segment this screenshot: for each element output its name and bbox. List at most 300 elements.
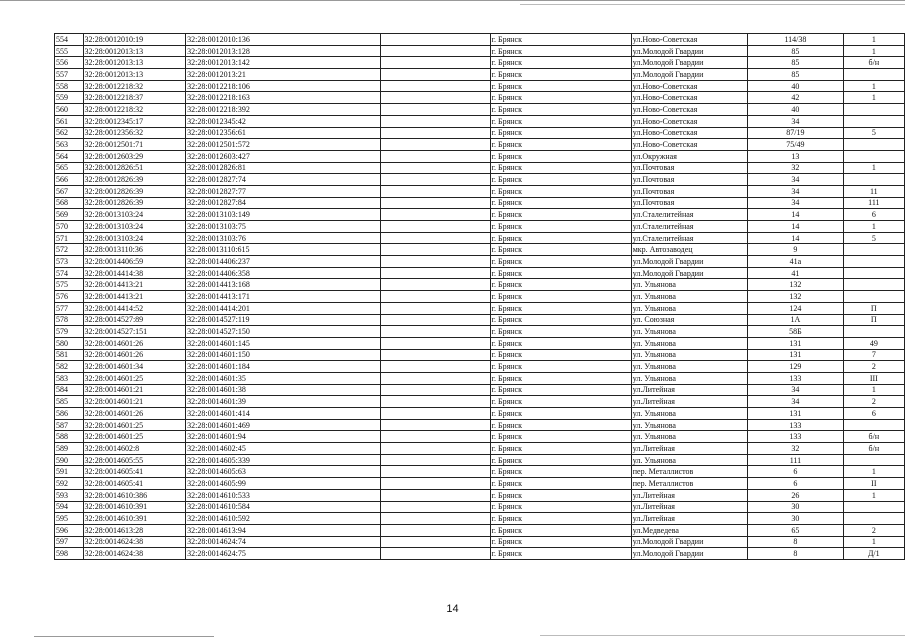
row-number-cell: 596 — [55, 524, 84, 536]
cadastral-number-cell: 32:28:0012013:142 — [186, 57, 380, 69]
building-cell — [843, 69, 904, 81]
street-cell: ул.Почтовая — [631, 162, 747, 174]
parent-cadastral-cell: 32:28:0014413:21 — [83, 279, 186, 291]
blank-cell — [380, 536, 490, 548]
building-cell: П — [843, 314, 904, 326]
row-number-cell: 577 — [55, 302, 84, 314]
blank-cell — [380, 92, 490, 104]
house-number-cell: 85 — [748, 45, 843, 57]
cadastral-number-cell: 32:28:0013110:615 — [186, 244, 380, 256]
parent-cadastral-cell: 32:28:0014601:21 — [83, 396, 186, 408]
city-cell: г. Брянск — [490, 314, 631, 326]
blank-cell — [380, 69, 490, 81]
blank-cell — [380, 408, 490, 420]
blank-cell — [380, 466, 490, 478]
house-number-cell: 41а — [748, 256, 843, 268]
house-number-cell: 30 — [748, 501, 843, 513]
row-number-cell: 563 — [55, 139, 84, 151]
table-row — [55, 45, 905, 57]
city-cell: г. Брянск — [490, 489, 631, 501]
building-cell: II — [843, 478, 904, 490]
table-row — [55, 150, 905, 162]
cadastral-number-cell: 32:28:0014601:94 — [186, 431, 380, 443]
street-cell: ул.Ново-Советская — [631, 127, 747, 139]
row-number-cell: 590 — [55, 454, 84, 466]
building-cell: 1 — [843, 384, 904, 396]
row-number-cell: 556 — [55, 57, 84, 69]
table-row — [55, 431, 905, 443]
parent-cadastral-cell: 32:28:0012826:39 — [83, 197, 186, 209]
blank-cell — [380, 209, 490, 221]
parent-cadastral-cell: 32:28:0014601:21 — [83, 384, 186, 396]
building-cell: 1 — [843, 162, 904, 174]
blank-cell — [380, 513, 490, 525]
parent-cadastral-cell: 32:28:0014624:38 — [83, 548, 186, 560]
building-cell: 1 — [843, 489, 904, 501]
house-number-cell: 34 — [748, 174, 843, 186]
street-cell: ул.Сталелитейная — [631, 221, 747, 233]
street-cell: ул.Литейная — [631, 384, 747, 396]
building-cell: 11 — [843, 185, 904, 197]
parent-cadastral-cell: 32:28:0012603:29 — [83, 150, 186, 162]
row-number-cell: 576 — [55, 291, 84, 303]
street-cell: ул. Ульянова — [631, 419, 747, 431]
house-number-cell: 132 — [748, 291, 843, 303]
blank-cell — [380, 57, 490, 69]
cadastral-number-cell: 32:28:0014406:237 — [186, 256, 380, 268]
house-number-cell: 111 — [748, 454, 843, 466]
street-cell: ул.Ново-Советская — [631, 80, 747, 92]
parent-cadastral-cell: 32:28:0012345:17 — [83, 115, 186, 127]
building-cell: 1 — [843, 536, 904, 548]
parent-cadastral-cell: 32:28:0012013:13 — [83, 69, 186, 81]
cadastral-number-cell: 32:28:0012827:84 — [186, 197, 380, 209]
table-row — [55, 291, 905, 303]
cadastral-number-cell: 32:28:0014602:45 — [186, 443, 380, 455]
row-number-cell: 554 — [55, 34, 84, 46]
house-number-cell: 41 — [748, 267, 843, 279]
blank-cell — [380, 197, 490, 209]
blank-cell — [380, 185, 490, 197]
street-cell: ул. Ульянова — [631, 279, 747, 291]
street-cell: ул.Молодой Гвардии — [631, 256, 747, 268]
building-cell — [843, 419, 904, 431]
blank-cell — [380, 419, 490, 431]
parent-cadastral-cell: 32:28:0014605:41 — [83, 478, 186, 490]
parent-cadastral-cell: 32:28:0014414:52 — [83, 302, 186, 314]
cadastral-number-cell: 32:28:0014601:150 — [186, 349, 380, 361]
street-cell: ул.Литейная — [631, 513, 747, 525]
house-number-cell: 34 — [748, 197, 843, 209]
house-number-cell: 75/49 — [748, 139, 843, 151]
table-row — [55, 408, 905, 420]
blank-cell — [380, 478, 490, 490]
row-number-cell: 557 — [55, 69, 84, 81]
street-cell: ул.Ново-Советская — [631, 104, 747, 116]
blank-cell — [380, 162, 490, 174]
cadastral-registry-table — [54, 33, 905, 560]
table-row — [55, 34, 905, 46]
city-cell: г. Брянск — [490, 104, 631, 116]
cadastral-number-cell: 32:28:0014605:339 — [186, 454, 380, 466]
house-number-cell: 14 — [748, 209, 843, 221]
cadastral-number-cell: 32:28:0014613:94 — [186, 524, 380, 536]
street-cell: ул.Почтовая — [631, 197, 747, 209]
street-cell: ул. Ульянова — [631, 454, 747, 466]
city-cell: г. Брянск — [490, 536, 631, 548]
city-cell: г. Брянск — [490, 45, 631, 57]
blank-cell — [380, 372, 490, 384]
house-number-cell: 6 — [748, 466, 843, 478]
city-cell: г. Брянск — [490, 244, 631, 256]
blank-cell — [380, 431, 490, 443]
cadastral-number-cell: 32:28:0014413:168 — [186, 279, 380, 291]
blank-cell — [380, 454, 490, 466]
house-number-cell: 133 — [748, 431, 843, 443]
blank-cell — [380, 244, 490, 256]
row-number-cell: 564 — [55, 150, 84, 162]
house-number-cell: 132 — [748, 279, 843, 291]
house-number-cell: 124 — [748, 302, 843, 314]
city-cell: г. Брянск — [490, 384, 631, 396]
building-cell — [843, 326, 904, 338]
city-cell: г. Брянск — [490, 80, 631, 92]
cadastral-number-cell: 32:28:0012827:74 — [186, 174, 380, 186]
city-cell: г. Брянск — [490, 209, 631, 221]
city-cell: г. Брянск — [490, 267, 631, 279]
table-row — [55, 396, 905, 408]
city-cell: г. Брянск — [490, 501, 631, 513]
building-cell — [843, 454, 904, 466]
house-number-cell: 85 — [748, 57, 843, 69]
row-number-cell: 565 — [55, 162, 84, 174]
cadastral-number-cell: 32:28:0012218:392 — [186, 104, 380, 116]
parent-cadastral-cell: 32:28:0014610:391 — [83, 513, 186, 525]
table-row — [55, 443, 905, 455]
parent-cadastral-cell: 32:28:0014414:38 — [83, 267, 186, 279]
house-number-cell: 40 — [748, 104, 843, 116]
parent-cadastral-cell: 32:28:0014605:41 — [83, 466, 186, 478]
row-number-cell: 568 — [55, 197, 84, 209]
table-row — [55, 454, 905, 466]
blank-cell — [380, 291, 490, 303]
row-number-cell: 560 — [55, 104, 84, 116]
house-number-cell: 30 — [748, 513, 843, 525]
house-number-cell: 34 — [748, 396, 843, 408]
row-number-cell: 587 — [55, 419, 84, 431]
cadastral-number-cell: 32:28:0014605:99 — [186, 478, 380, 490]
parent-cadastral-cell: 32:28:0012826:39 — [83, 185, 186, 197]
parent-cadastral-cell: 32:28:0013103:24 — [83, 221, 186, 233]
parent-cadastral-cell: 32:28:0014605:55 — [83, 454, 186, 466]
street-cell: ул.Ново-Советская — [631, 34, 747, 46]
city-cell: г. Брянск — [490, 197, 631, 209]
building-cell — [843, 104, 904, 116]
house-number-cell: 1А — [748, 314, 843, 326]
street-cell: ул.Литейная — [631, 501, 747, 513]
row-number-cell: 573 — [55, 256, 84, 268]
cadastral-number-cell: 32:28:0014527:150 — [186, 326, 380, 338]
city-cell: г. Брянск — [490, 174, 631, 186]
street-cell: ул.Медведева — [631, 524, 747, 536]
blank-cell — [380, 396, 490, 408]
parent-cadastral-cell: 32:28:0014406:59 — [83, 256, 186, 268]
blank-cell — [380, 443, 490, 455]
row-number-cell: 582 — [55, 361, 84, 373]
house-number-cell: 65 — [748, 524, 843, 536]
blank-cell — [380, 548, 490, 560]
table-row — [55, 524, 905, 536]
house-number-cell: 26 — [748, 489, 843, 501]
table-row — [55, 419, 905, 431]
street-cell: ул. Ульянова — [631, 349, 747, 361]
parent-cadastral-cell: 32:28:0014602:8 — [83, 443, 186, 455]
blank-cell — [380, 256, 490, 268]
blank-cell — [380, 314, 490, 326]
cadastral-number-cell: 32:28:0014601:39 — [186, 396, 380, 408]
table-row — [55, 337, 905, 349]
row-number-cell: 581 — [55, 349, 84, 361]
cadastral-number-cell: 32:28:0014414:201 — [186, 302, 380, 314]
building-cell: 1 — [843, 466, 904, 478]
blank-cell — [380, 174, 490, 186]
table-row — [55, 69, 905, 81]
row-number-cell: 558 — [55, 80, 84, 92]
table-row — [55, 139, 905, 151]
row-number-cell: 589 — [55, 443, 84, 455]
table-row — [55, 372, 905, 384]
cadastral-number-cell: 32:28:0012013:128 — [186, 45, 380, 57]
row-number-cell: 598 — [55, 548, 84, 560]
row-number-cell: 583 — [55, 372, 84, 384]
city-cell: г. Брянск — [490, 221, 631, 233]
row-number-cell: 579 — [55, 326, 84, 338]
house-number-cell: 34 — [748, 185, 843, 197]
parent-cadastral-cell: 32:28:0012218:32 — [83, 104, 186, 116]
city-cell: г. Брянск — [490, 454, 631, 466]
building-cell: 1 — [843, 92, 904, 104]
house-number-cell: 133 — [748, 419, 843, 431]
table-row — [55, 80, 905, 92]
blank-cell — [380, 139, 490, 151]
row-number-cell: 580 — [55, 337, 84, 349]
table-row — [55, 174, 905, 186]
row-number-cell: 555 — [55, 45, 84, 57]
street-cell: мкр. Автозаводец — [631, 244, 747, 256]
cadastral-number-cell: 32:28:0014413:171 — [186, 291, 380, 303]
bottom-scan-rule-secondary — [540, 635, 905, 636]
city-cell: г. Брянск — [490, 279, 631, 291]
city-cell: г. Брянск — [490, 431, 631, 443]
building-cell — [843, 279, 904, 291]
street-cell: ул. Ульянова — [631, 431, 747, 443]
row-number-cell: 595 — [55, 513, 84, 525]
building-cell: 1 — [843, 221, 904, 233]
city-cell: г. Брянск — [490, 127, 631, 139]
house-number-cell: 133 — [748, 372, 843, 384]
building-cell: 2 — [843, 361, 904, 373]
street-cell: ул.Почтовая — [631, 185, 747, 197]
house-number-cell: 8 — [748, 548, 843, 560]
city-cell: г. Брянск — [490, 337, 631, 349]
blank-cell — [380, 501, 490, 513]
city-cell: г. Брянск — [490, 92, 631, 104]
cadastral-number-cell: 32:28:0012356:61 — [186, 127, 380, 139]
city-cell: г. Брянск — [490, 361, 631, 373]
cadastral-number-cell: 32:28:0014601:184 — [186, 361, 380, 373]
table-row — [55, 349, 905, 361]
parent-cadastral-cell: 32:28:0012826:39 — [83, 174, 186, 186]
blank-cell — [380, 361, 490, 373]
table-row — [55, 115, 905, 127]
building-cell: 2 — [843, 524, 904, 536]
building-cell: П — [843, 302, 904, 314]
building-cell: 6 — [843, 209, 904, 221]
parent-cadastral-cell: 32:28:0014527:151 — [83, 326, 186, 338]
building-cell: 5 — [843, 127, 904, 139]
blank-cell — [380, 489, 490, 501]
street-cell: ул.Литейная — [631, 396, 747, 408]
city-cell: г. Брянск — [490, 513, 631, 525]
building-cell: 49 — [843, 337, 904, 349]
city-cell: г. Брянск — [490, 162, 631, 174]
building-cell — [843, 256, 904, 268]
page-number: 14 — [446, 603, 459, 615]
cadastral-number-cell: 32:28:0014601:35 — [186, 372, 380, 384]
table-row — [55, 513, 905, 525]
parent-cadastral-cell: 32:28:0012501:71 — [83, 139, 186, 151]
cadastral-number-cell: 32:28:0012013:21 — [186, 69, 380, 81]
table-row — [55, 256, 905, 268]
row-number-cell: 570 — [55, 221, 84, 233]
building-cell: 1 — [843, 45, 904, 57]
row-number-cell: 591 — [55, 466, 84, 478]
cadastral-number-cell: 32:28:0012826:81 — [186, 162, 380, 174]
city-cell: г. Брянск — [490, 232, 631, 244]
cadastral-number-cell: 32:28:0013103:75 — [186, 221, 380, 233]
city-cell: г. Брянск — [490, 256, 631, 268]
parent-cadastral-cell: 32:28:0013110:36 — [83, 244, 186, 256]
street-cell: ул. Ульянова — [631, 337, 747, 349]
city-cell: г. Брянск — [490, 524, 631, 536]
parent-cadastral-cell: 32:28:0012356:32 — [83, 127, 186, 139]
blank-cell — [380, 349, 490, 361]
building-cell — [843, 513, 904, 525]
street-cell: ул. Ульянова — [631, 291, 747, 303]
city-cell: г. Брянск — [490, 150, 631, 162]
city-cell: г. Брянск — [490, 396, 631, 408]
table-row — [55, 185, 905, 197]
house-number-cell: 114/38 — [748, 34, 843, 46]
street-cell: ул. Союзная — [631, 314, 747, 326]
row-number-cell: 578 — [55, 314, 84, 326]
house-number-cell: 9 — [748, 244, 843, 256]
table-row — [55, 478, 905, 490]
street-cell: ул. Ульянова — [631, 302, 747, 314]
cadastral-number-cell: 32:28:0014624:75 — [186, 548, 380, 560]
parent-cadastral-cell: 32:28:0012013:13 — [83, 57, 186, 69]
building-cell — [843, 501, 904, 513]
street-cell: пер. Металлистов — [631, 466, 747, 478]
house-number-cell: 87/19 — [748, 127, 843, 139]
top-scan-rule — [0, 0, 905, 1]
city-cell: г. Брянск — [490, 57, 631, 69]
cadastral-number-cell: 32:28:0014601:469 — [186, 419, 380, 431]
cadastral-number-cell: 32:28:0014601:145 — [186, 337, 380, 349]
city-cell: г. Брянск — [490, 34, 631, 46]
house-number-cell: 8 — [748, 536, 843, 548]
building-cell: 2 — [843, 396, 904, 408]
cadastral-number-cell: 32:28:0014601:38 — [186, 384, 380, 396]
parent-cadastral-cell: 32:28:0014610:386 — [83, 489, 186, 501]
table-row — [55, 361, 905, 373]
street-cell: ул.Ново-Советская — [631, 92, 747, 104]
cadastral-number-cell: 32:28:0012218:106 — [186, 80, 380, 92]
building-cell: б/н — [843, 57, 904, 69]
building-cell — [843, 244, 904, 256]
registry-table-body — [55, 34, 905, 560]
parent-cadastral-cell: 32:28:0012013:13 — [83, 45, 186, 57]
parent-cadastral-cell: 32:28:0014601:25 — [83, 419, 186, 431]
parent-cadastral-cell: 32:28:0014601:26 — [83, 337, 186, 349]
blank-cell — [380, 34, 490, 46]
building-cell: 5 — [843, 232, 904, 244]
row-number-cell: 575 — [55, 279, 84, 291]
table-row — [55, 92, 905, 104]
street-cell: пер. Металлистов — [631, 478, 747, 490]
table-row — [55, 384, 905, 396]
row-number-cell: 586 — [55, 408, 84, 420]
table-row — [55, 466, 905, 478]
building-cell: Д/1 — [843, 548, 904, 560]
cadastral-number-cell: 32:28:0014610:584 — [186, 501, 380, 513]
cadastral-number-cell: 32:28:0013103:149 — [186, 209, 380, 221]
cadastral-number-cell: 32:28:0014406:358 — [186, 267, 380, 279]
parent-cadastral-cell: 32:28:0014610:391 — [83, 501, 186, 513]
street-cell: ул.Молодой Гвардии — [631, 45, 747, 57]
house-number-cell: 85 — [748, 69, 843, 81]
house-number-cell: 34 — [748, 115, 843, 127]
building-cell: III — [843, 372, 904, 384]
table-row — [55, 209, 905, 221]
blank-cell — [380, 337, 490, 349]
blank-cell — [380, 302, 490, 314]
street-cell: ул.Сталелитейная — [631, 232, 747, 244]
blank-cell — [380, 326, 490, 338]
blank-cell — [380, 150, 490, 162]
house-number-cell: 13 — [748, 150, 843, 162]
table-row — [55, 267, 905, 279]
parent-cadastral-cell: 32:28:0014613:28 — [83, 524, 186, 536]
street-cell: ул.Почтовая — [631, 174, 747, 186]
table-row — [55, 221, 905, 233]
row-number-cell: 569 — [55, 209, 84, 221]
table-row — [55, 244, 905, 256]
city-cell: г. Брянск — [490, 139, 631, 151]
cadastral-number-cell: 32:28:0012010:136 — [186, 34, 380, 46]
street-cell: ул.Окружная — [631, 150, 747, 162]
house-number-cell: 40 — [748, 80, 843, 92]
cadastral-number-cell: 32:28:0012827:77 — [186, 185, 380, 197]
cadastral-number-cell: 32:28:0014610:592 — [186, 513, 380, 525]
cadastral-number-cell: 32:28:0014624:74 — [186, 536, 380, 548]
building-cell — [843, 150, 904, 162]
blank-cell — [380, 232, 490, 244]
building-cell — [843, 267, 904, 279]
parent-cadastral-cell: 32:28:0012218:37 — [83, 92, 186, 104]
city-cell: г. Брянск — [490, 349, 631, 361]
street-cell: ул. Ульянова — [631, 408, 747, 420]
